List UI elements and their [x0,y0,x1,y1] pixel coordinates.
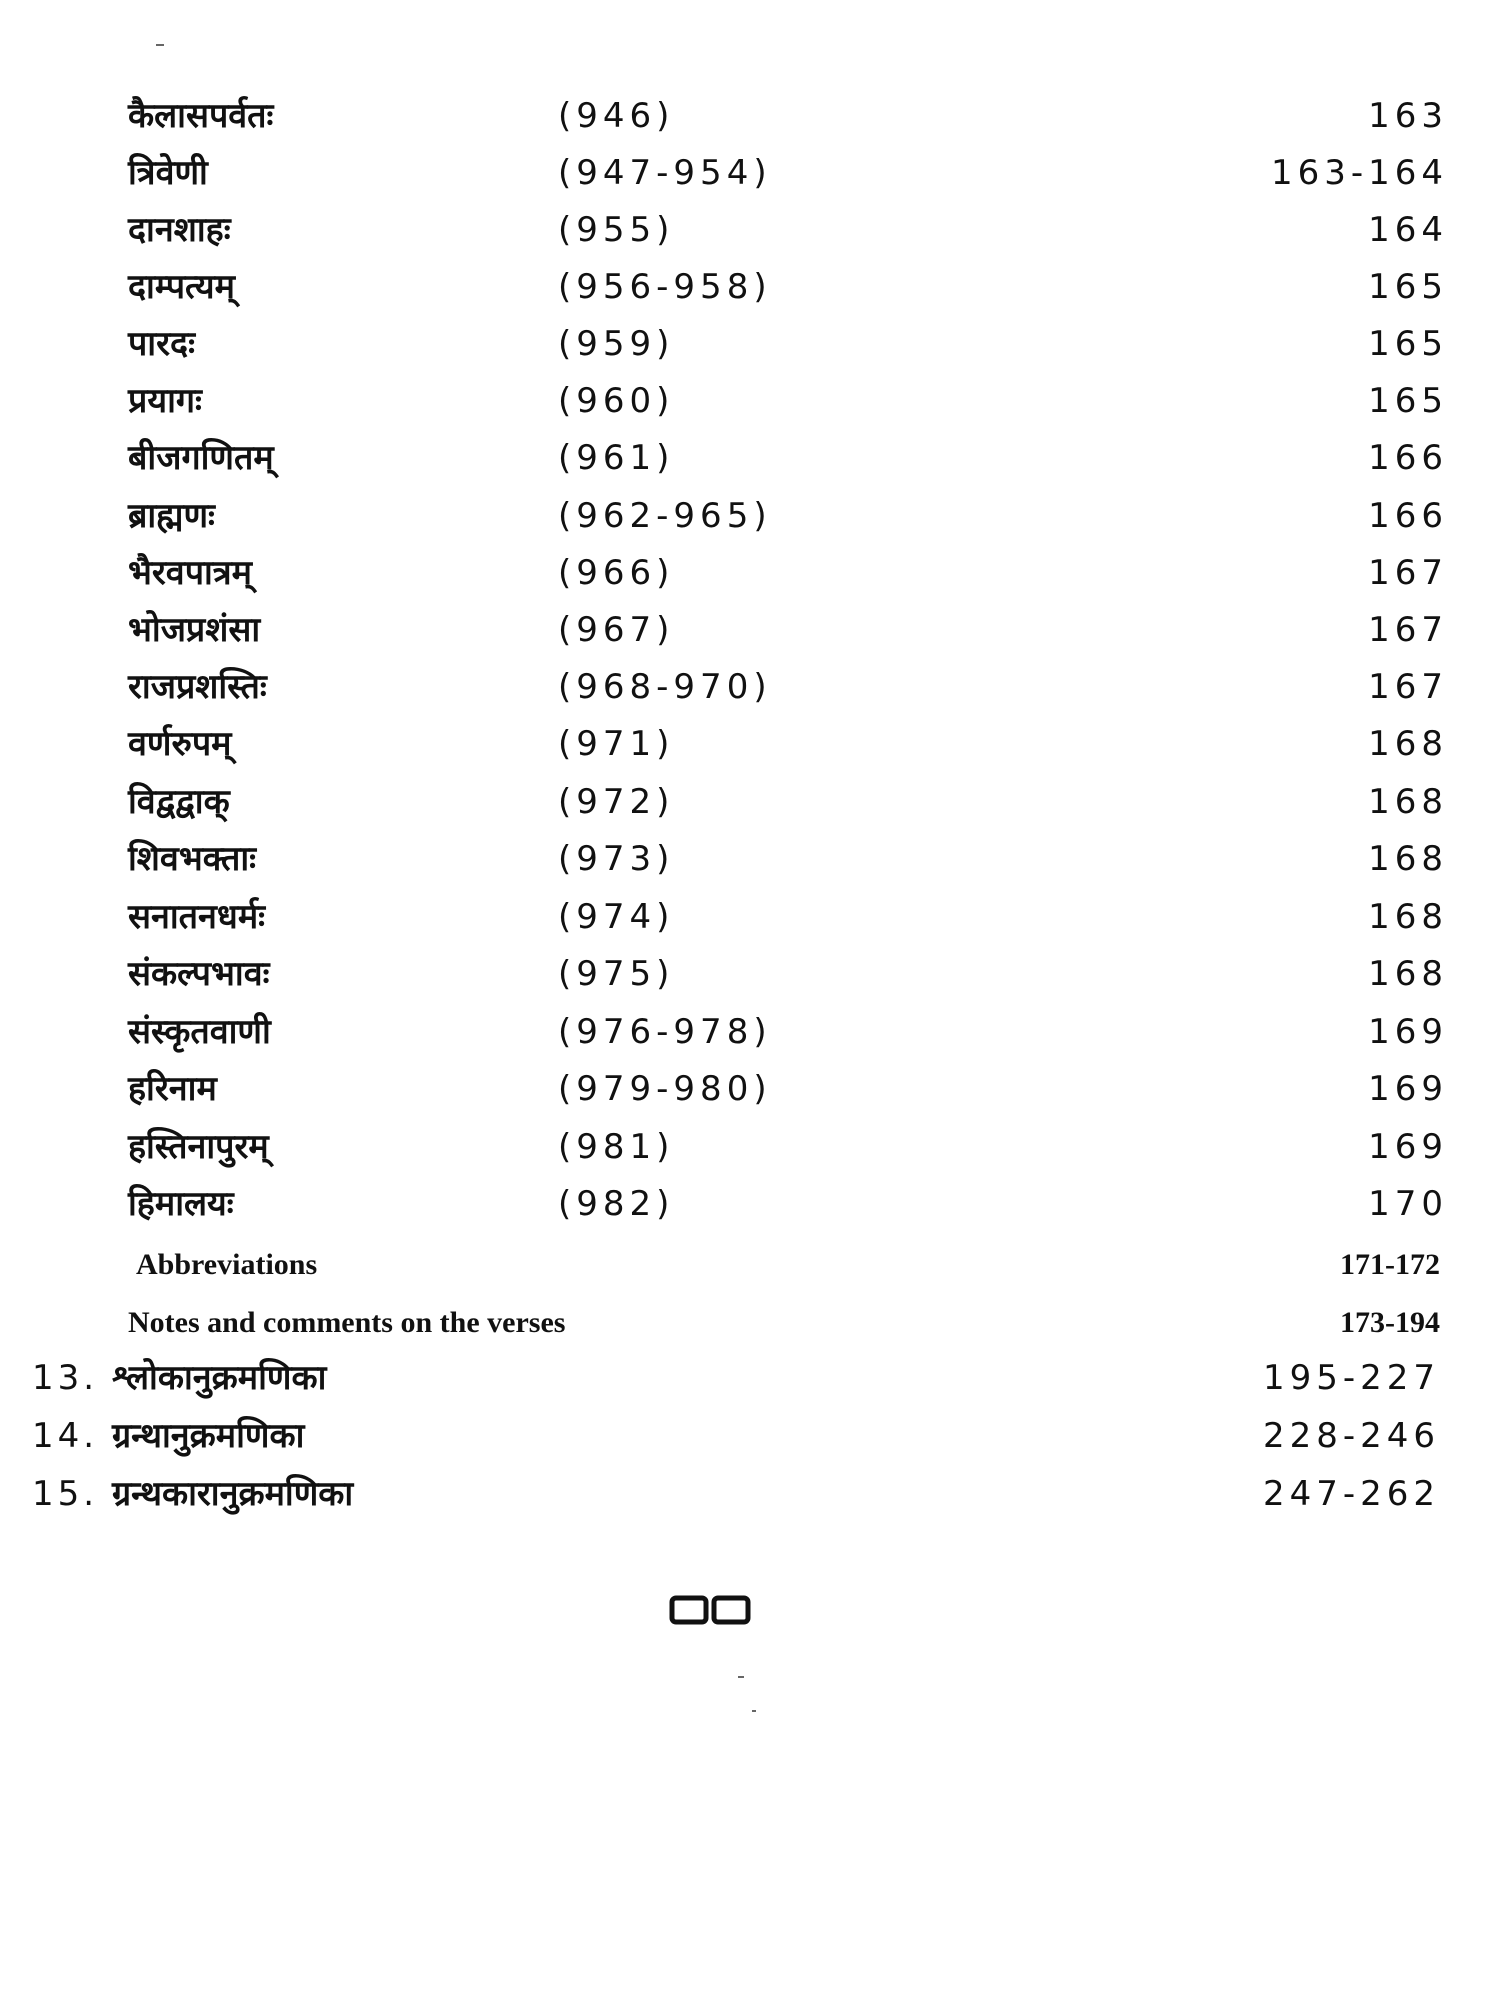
chapter-title: ग्रन्थानुक्रमणिका [112,1416,305,1456]
toc-entry [0,375,1500,431]
toc-entry [0,261,1500,317]
entry-title: हरिनाम [128,1069,217,1109]
scan-speck [156,44,164,46]
entry-verse-range: (960) [558,381,675,421]
entry-page: 165 [1368,267,1448,307]
entry-verse-range: (959) [558,324,675,364]
toc-english-entry [0,1242,1500,1292]
chapter-number: 14. [32,1416,99,1456]
entry-title: पारदः [128,324,195,364]
toc-chapter [0,1410,1500,1466]
toc-entry [0,891,1500,947]
entry-verse-range: (947-954) [558,153,772,193]
toc-entry [0,661,1500,717]
entry-verse-range: (955) [558,210,675,250]
entry-verse-range: (976-978) [558,1012,772,1052]
entry-page: 168 [1368,897,1448,937]
entry-verse-range: (972) [558,782,675,822]
entry-verse-range: (961) [558,438,675,478]
entry-page: 167 [1368,610,1448,650]
entry-page: 169 [1368,1069,1448,1109]
entry-title: बीजगणितम् [128,438,274,478]
entry-title: दाम्पत्यम् [128,267,235,307]
entry-verse-range: (956-958) [558,267,772,307]
entry-verse-range: (971) [558,724,675,764]
entry-page: 163-164 [1270,153,1448,193]
entry-title: राजप्रशस्तिः [128,667,267,707]
scan-speck [752,1710,756,1712]
toc-chapter [0,1352,1500,1408]
entry-title: विद्वद्वाक् [128,782,230,822]
toc-entry [0,318,1500,374]
toc-entry [0,1063,1500,1119]
entry-verse-range: (968-970) [558,667,772,707]
chapter-page: 195-227 [1262,1358,1440,1398]
entry-page: 168 [1368,839,1448,879]
entry-verse-range: (982) [558,1184,675,1224]
entry-verse-range: (966) [558,553,675,593]
entry-verse-range: (967) [558,610,675,650]
entry-page: 164 [1368,210,1448,250]
entry-page: 169 [1368,1127,1448,1167]
abbreviations-page: 171-172 [1340,1248,1440,1281]
entry-title: भोजप्रशंसा [128,610,261,650]
entry-title: कैलासपर्वतः [128,96,274,136]
toc-entry [0,948,1500,1004]
entry-page: 168 [1368,724,1448,764]
abbreviations-title: Abbreviations [136,1248,318,1281]
toc-entry [0,432,1500,488]
toc-entry [0,90,1500,146]
chapter-number: 13. [32,1358,99,1398]
entry-page: 168 [1368,954,1448,994]
toc-entry [0,833,1500,889]
entry-verse-range: (975) [558,954,675,994]
entry-title: वर्णरुपम् [128,724,232,764]
entry-verse-range: (974) [558,897,675,937]
entry-verse-range: (981) [558,1127,675,1167]
entry-verse-range: (979-980) [558,1069,772,1109]
notes-title: Notes and comments on the verses [128,1306,566,1339]
chapter-title: ग्रन्थकारानुक्रमणिका [112,1474,354,1514]
entry-verse-range: (962-965) [558,496,772,536]
entry-title: सनातनधर्मः [128,897,266,937]
toc-entry [0,1178,1500,1234]
toc-entry [0,776,1500,832]
entry-page: 163 [1368,96,1448,136]
entry-title: हस्तिनापुरम् [128,1127,269,1167]
entry-verse-range: (946) [558,96,675,136]
toc-entry [0,604,1500,660]
end-ornament-icon [668,1594,752,1626]
entry-page: 167 [1368,667,1448,707]
notes-page: 173-194 [1340,1306,1440,1339]
chapter-number: 15. [32,1474,99,1514]
toc-entry [0,490,1500,546]
chapter-title: श्लोकानुक्रमणिका [112,1358,327,1398]
entry-title: त्रिवेणी [128,153,208,193]
entry-page: 165 [1368,381,1448,421]
toc-entry [0,718,1500,774]
toc-entry [0,1121,1500,1177]
entry-page: 167 [1368,553,1448,593]
toc-entry [0,147,1500,203]
entry-page: 170 [1368,1184,1448,1224]
entry-page: 166 [1368,496,1448,536]
entry-title: दानशाहः [128,210,231,250]
entry-title: शिवभक्ताः [128,839,257,879]
scan-speck [738,1676,744,1678]
toc-english-entry [0,1300,1500,1350]
toc-entry [0,204,1500,260]
entry-page: 168 [1368,782,1448,822]
toc-entry [0,1006,1500,1062]
entry-verse-range: (973) [558,839,675,879]
entry-title: हिमालयः [128,1184,234,1224]
toc-entry [0,547,1500,603]
entry-title: भैरवपात्रम् [128,553,252,593]
entry-title: ब्राह्मणः [128,496,215,536]
entry-page: 169 [1368,1012,1448,1052]
entry-page: 166 [1368,438,1448,478]
entry-page: 165 [1368,324,1448,364]
chapter-page: 247-262 [1262,1474,1440,1514]
chapter-page: 228-246 [1262,1416,1440,1456]
entry-title: प्रयागः [128,381,202,421]
entry-title: संस्कृतवाणी [128,1012,271,1052]
entry-title: संकल्पभावः [128,954,270,994]
toc-chapter [0,1468,1500,1524]
